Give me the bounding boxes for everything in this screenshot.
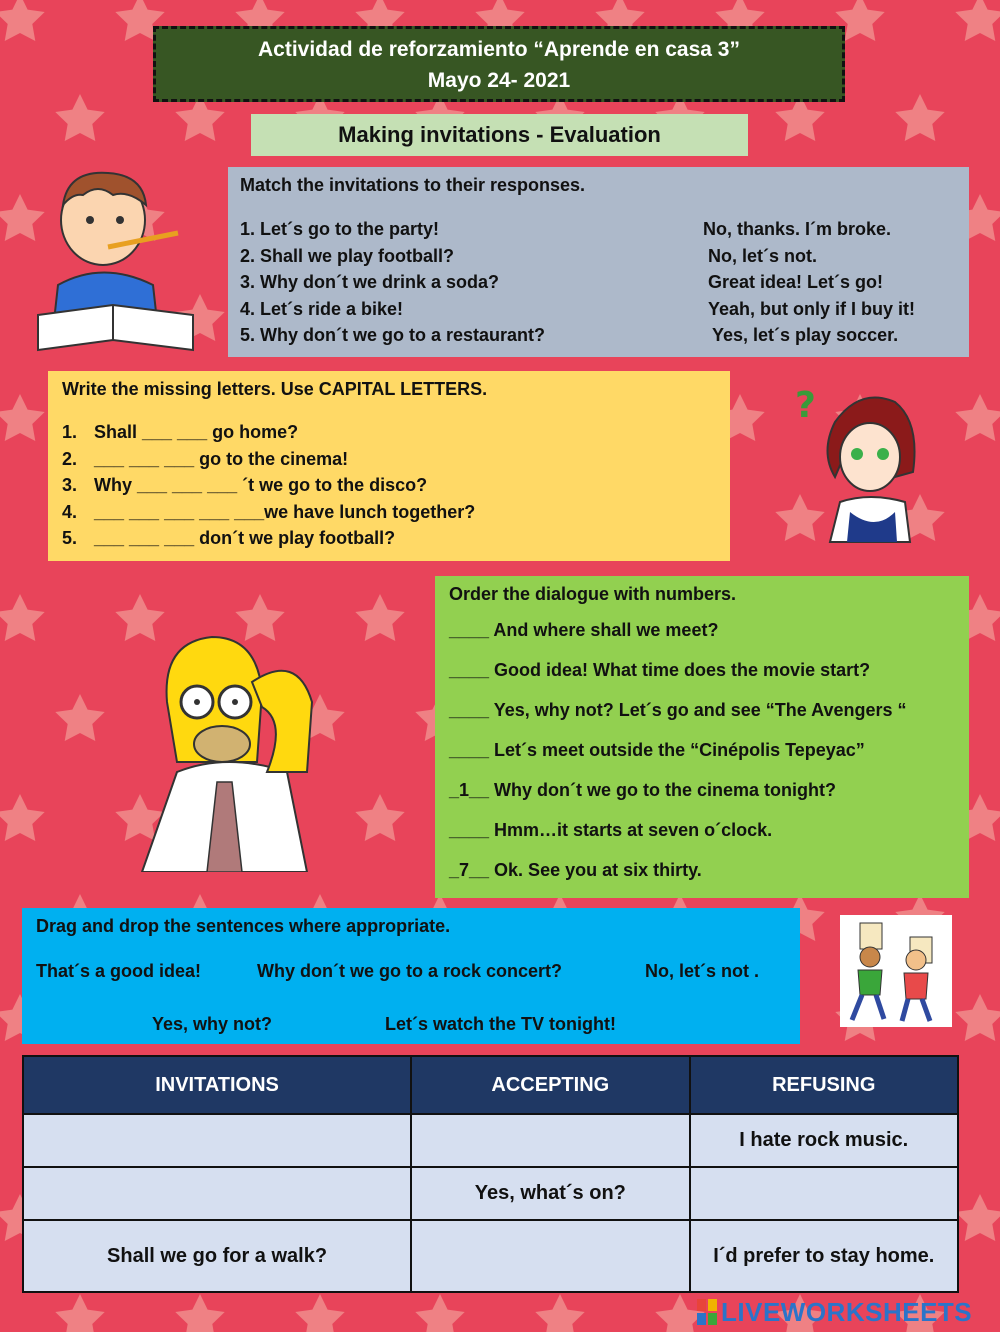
missing-item[interactable] [62,422,298,443]
liveworksheets-logo [697,1297,972,1328]
drop-cell[interactable] [690,1167,958,1220]
subtitle-banner: Making invitations - Evaluation [251,114,748,156]
draggable-sentence[interactable]: No, let´s not . [645,961,759,981]
star-decoration [355,594,404,641]
draggable-sentence[interactable]: That´s a good idea! [36,961,202,981]
star-decoration [0,594,45,641]
item-text[interactable]: ___ ___ ___ ___ ___we have lunch together? [94,502,476,522]
drop-cell[interactable] [411,1114,689,1167]
response-item[interactable]: No, let´s not. [708,246,817,266]
response-item[interactable]: No, thanks. I´m broke. [703,219,892,239]
star-decoration [535,1294,584,1332]
header-accepting: ACCEPTING [411,1056,689,1114]
draggable-sentence[interactable]: Yes, why not? [152,1014,273,1034]
header-refusing: REFUSING [690,1056,958,1114]
missing-item[interactable] [62,528,395,549]
invitation-item[interactable]: 2. Shall we play football? [240,246,455,266]
boy-studying-illustration [28,165,203,360]
title-line-1: Actividad de reforzamiento “Aprende en casa 3” [258,38,740,61]
table-cell: Shall we go for a walk? [23,1220,411,1292]
star-decoration [355,794,404,841]
liveworksheets-icon [697,1299,717,1325]
response-item[interactable]: Yeah, but only if I buy it! [708,299,916,319]
classification-table [22,1055,959,1293]
title-line-2: Mayo 24- 2021 [427,69,571,92]
drag-drop-section [22,908,800,1044]
star-decoration [0,394,45,441]
dialogue-line[interactable]: ____ Let´s meet outside the “Cinépolis Tepeyac” [449,740,865,760]
order-instruction: Order the dialogue with numbers. [449,584,737,604]
invitation-item[interactable]: 1. Let´s go to the party! [240,219,440,239]
invitation-item[interactable]: 4. Let´s ride a bike! [240,299,404,319]
star-decoration [955,0,1000,41]
item-text[interactable]: Shall ___ ___ go home? [94,422,299,442]
star-decoration [175,1294,224,1332]
missing-item[interactable] [62,449,348,470]
item-text[interactable]: ___ ___ ___ go to the cinema! [94,449,349,469]
dialogue-line[interactable]: ____ Hmm…it starts at seven o´clock. [449,820,773,840]
star-decoration [415,1294,464,1332]
response-item[interactable]: Yes, let´s play soccer. [712,325,899,345]
kids-jumping-illustration [840,915,952,1027]
draggable-sentence[interactable]: Why don´t we go to a rock concert? [257,961,563,981]
dialogue-line[interactable]: ____ And where shall we meet? [449,620,719,640]
item-number: 5. [62,528,78,548]
drop-cell[interactable] [23,1167,411,1220]
star-decoration [0,794,45,841]
dialogue-line[interactable]: _1__ Why don´t we go to the cinema tonight? [449,780,837,800]
star-decoration [895,94,944,141]
star-decoration [55,694,104,741]
order-dialogue-section [435,576,969,898]
response-item[interactable]: Great idea! Let´s go! [708,272,884,292]
star-decoration [295,1294,344,1332]
homer-thinking-illustration [137,622,317,872]
star-decoration [955,994,1000,1041]
missing-item[interactable] [62,475,427,496]
svg-text:?: ? [795,385,816,426]
title-banner [153,26,845,102]
match-instruction: Match the invitations to their responses. [240,175,586,195]
invitation-item[interactable]: 5. Why don´t we go to a restaurant? [240,325,546,345]
star-decoration [955,1194,1000,1241]
star-decoration [55,94,104,141]
drop-cell[interactable] [23,1114,411,1167]
item-number: 4. [62,502,78,522]
drop-cell[interactable] [411,1220,689,1292]
star-decoration [955,394,1000,441]
drag-instruction: Drag and drop the sentences where appropriate. [36,916,451,936]
invitation-item[interactable]: 3. Why don´t we drink a soda? [240,272,500,292]
item-number: 3. [62,475,78,495]
item-number: 1. [62,422,78,442]
missing-letters-section [48,371,730,561]
star-decoration [55,1294,104,1332]
item-text[interactable]: Why ___ ___ ___ ´t we go to the disco? [94,475,428,495]
missing-instruction: Write the missing letters. Use CAPITAL LETTERS. [62,379,488,399]
table-cell: I hate rock music. [690,1114,958,1167]
star-decoration [0,0,45,41]
item-text[interactable]: ___ ___ ___ don´t we play football? [94,528,396,548]
header-invitations: INVITATIONS [23,1056,411,1114]
dialogue-line[interactable]: ____ Yes, why not? Let´s go and see “The Avengers “ [449,700,907,720]
draggable-sentence[interactable]: Let´s watch the TV tonight! [385,1014,616,1034]
table-cell: Yes, what´s on? [411,1167,689,1220]
table-cell: I´d prefer to stay home. [690,1220,958,1292]
item-number: 2. [62,449,78,469]
match-section [228,167,969,357]
dialogue-line[interactable]: ____ Good idea! What time does the movie start? [449,660,871,680]
logo-text: LIVEWORKSHEETS [721,1297,973,1327]
missing-item[interactable] [62,502,475,523]
girl-thinking-illustration [795,382,920,544]
dialogue-line[interactable]: _7__ Ok. See you at six thirty. [449,860,702,880]
